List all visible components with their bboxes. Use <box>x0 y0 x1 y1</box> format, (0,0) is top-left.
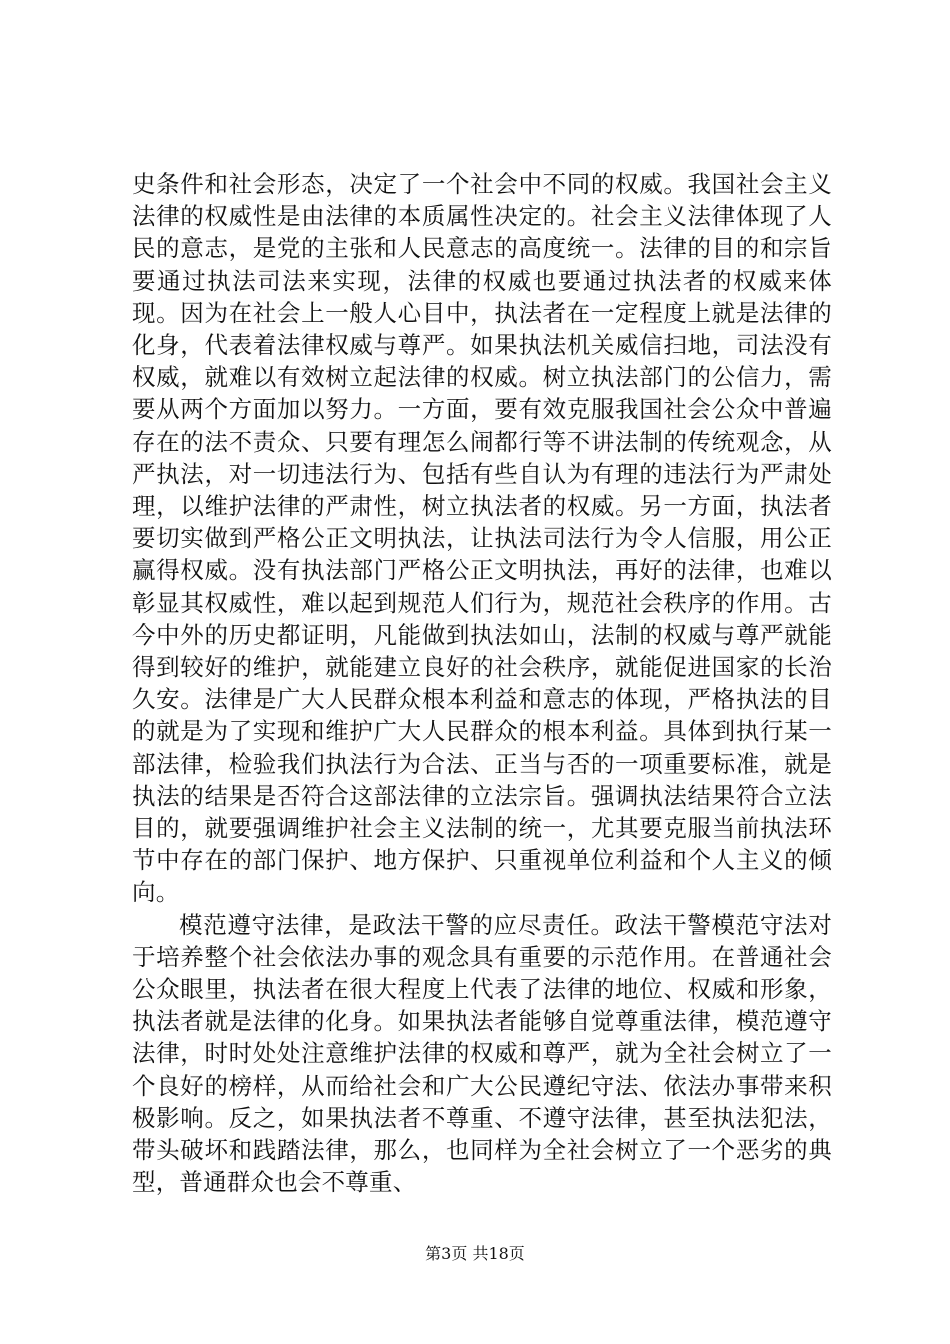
document-body <box>132 168 832 1199</box>
paragraph-1: 史条件和社会形态，决定了一个社会中不同的权威。我国社会主义法律的权威性是由法律的本质属性决定的。社会主义法律体现了人民的意志，是党的主张和人民意志的高度统一。法律的目的和宗旨要通过执法司法来实现，法律的权威也要通过执法者的权威来体现。因为在社会上一般人心目中，执法者在一定程度上就是法律的化身，代表着法律权威与尊严。如果执法机关威信扫地，司法没有权威，就难以有效树立起法律的权威。树立执法部门的公信力，需要从两个方面加以努力。一方面，要有效克服我国社会公众中普遍存在的法不责众、只要有理怎么闹都行等不讲法制的传统观念，从严执法，对一切违法行为、包括有些自认为有理的违法行为严肃处理，以维护法律的严肃性，树立执法者的权威。另一方面，执法者要切实做到严格公正文明执法，让执法司法行为令人信服，用公正赢得权威。没有执法部门严格公正文明执法，再好的法律，也难以彰显其权威性，难以起到规范人们行为，规范社会秩序的作用。古今中外的历史都证明，凡能做到执法如山，法制的权威与尊严就能得到较好的维护，就能建立良好的社会秩序，就能促进国家的长治久安。法律是广大人民群众根本利益和意志的体现，严格执法的目的就是为了实现和维护广大人民群众的根本利益。具体到执行某一部法律，检验我们执法行为合法、正当与否的一项重要标准，就是执法的结果是否符合这部法律的立法宗旨。强调执法结果符合立法目的，就要强调维护社会主义法制的统一，尤其要克服当前执法环节中存在的部门保护、地方保护、只重视单位利益和个人主义的倾向。 <box>132 170 832 907</box>
paragraph-2: 模范遵守法律，是政法干警的应尽责任。政法干警模范守法对于培养整个社会依法办事的观念具有重要的示范作用。在普通社会公众眼里，执法者在很大程度上代表了法律的地位、权威和形象，执法者就是法律的化身。如果执法者能够自觉尊重法律，模范遵守法律，时时处处注意维护法律的权威和尊严，就为全社会树立了一个良好的榜样，从而给社会和广大公民遵纪守法、依法办事带来积极影响。反之，如果执法者不尊重、不遵守法律，甚至执法犯法，带头破坏和践踏法律，那么，也同样为全社会树立了一个恶劣的典型，普通群众也会不尊重、 <box>132 910 832 1197</box>
page-number-footer: 第3页 共18页 <box>425 1244 525 1263</box>
